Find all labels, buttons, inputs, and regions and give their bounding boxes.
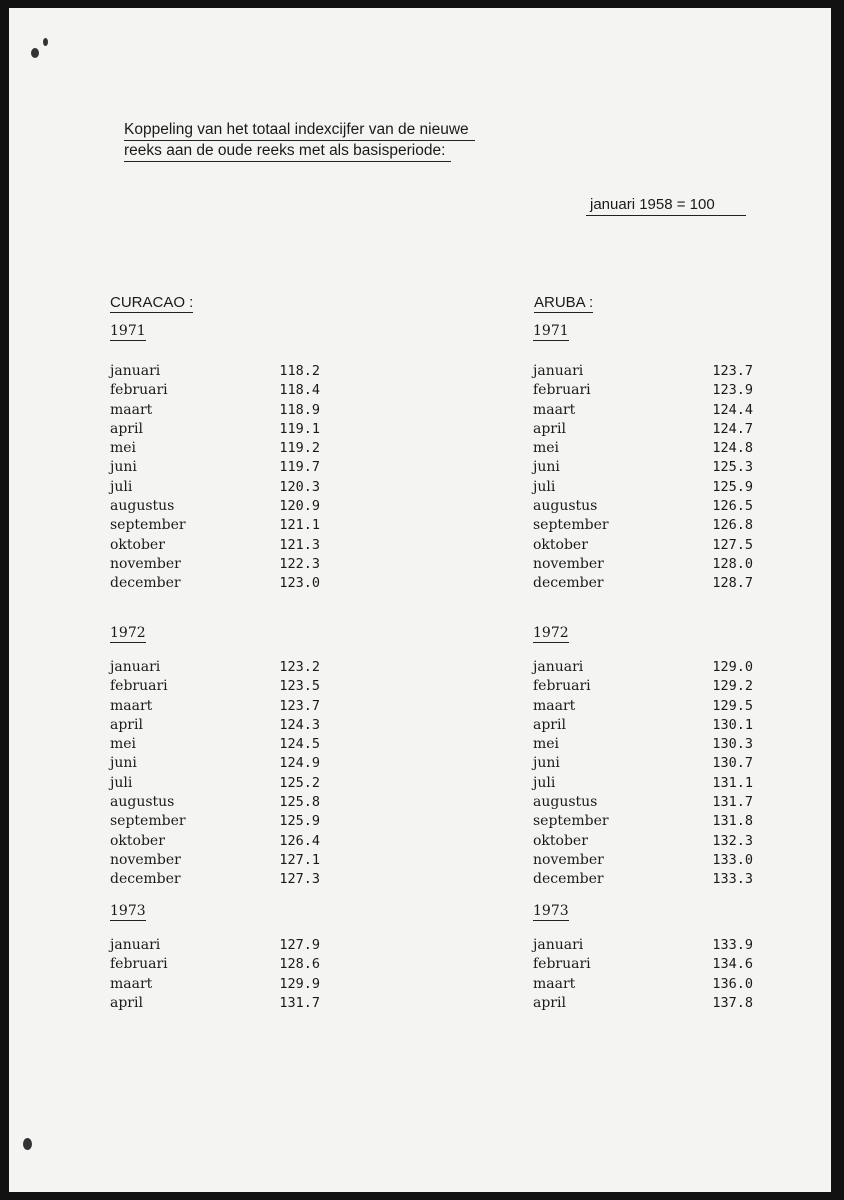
- scan-speck: [31, 48, 39, 58]
- month-label: april: [533, 994, 566, 1011]
- month-label: september: [533, 813, 609, 830]
- month-label: februari: [110, 678, 168, 695]
- month-label: mei: [533, 736, 560, 753]
- index-value: 124.5: [279, 736, 320, 753]
- month-label: maart: [110, 401, 153, 418]
- month-table: [110, 936, 320, 1013]
- month-label: maart: [110, 697, 153, 714]
- month-label: februari: [110, 382, 168, 399]
- table-row: [533, 381, 753, 400]
- year-heading: 1971: [533, 323, 569, 339]
- index-value: 122.3: [279, 555, 320, 572]
- table-row: [533, 994, 753, 1013]
- index-value: 133.9: [712, 937, 753, 953]
- month-label: april: [533, 420, 566, 437]
- index-value: 125.9: [712, 478, 753, 495]
- month-label: november: [110, 851, 181, 868]
- table-row: [533, 936, 753, 955]
- table-row: [110, 555, 320, 574]
- table-row: [533, 870, 753, 889]
- index-value: 131.7: [279, 994, 320, 1011]
- title-line-1: Koppeling van het totaal indexcijfer van de nieuwe: [124, 120, 475, 141]
- table-row: [110, 478, 320, 497]
- table-row: [110, 870, 320, 889]
- month-label: mei: [110, 736, 137, 753]
- table-row: [533, 975, 753, 994]
- month-label: juni: [533, 755, 560, 772]
- month-label: maart: [110, 975, 153, 992]
- month-label: februari: [533, 382, 591, 399]
- index-value: 133.3: [712, 871, 753, 888]
- month-label: november: [110, 555, 181, 572]
- index-value: 124.7: [712, 420, 753, 437]
- year-heading: 1972: [110, 625, 146, 641]
- month-label: mei: [110, 440, 137, 457]
- table-row: [533, 735, 753, 754]
- index-value: 127.3: [279, 871, 320, 888]
- index-value: 125.3: [712, 459, 753, 476]
- table-row: [533, 774, 753, 793]
- month-label: juni: [110, 459, 137, 476]
- table-row: [533, 420, 753, 439]
- month-label: januari: [533, 937, 584, 953]
- index-value: 124.9: [279, 755, 320, 772]
- month-label: februari: [533, 678, 591, 695]
- index-value: 136.0: [712, 975, 753, 992]
- table-row: [533, 754, 753, 773]
- month-label: december: [110, 871, 181, 888]
- index-value: 123.9: [712, 382, 753, 399]
- month-label: juni: [533, 459, 560, 476]
- table-row: [533, 362, 753, 381]
- month-label: april: [110, 716, 143, 733]
- index-value: 129.5: [712, 697, 753, 714]
- index-value: 131.1: [712, 774, 753, 791]
- index-value: 123.7: [712, 363, 753, 379]
- month-label: augustus: [110, 498, 175, 515]
- month-table: [110, 658, 320, 890]
- index-value: 129.2: [712, 678, 753, 695]
- index-value: 130.3: [712, 736, 753, 753]
- table-row: [110, 536, 320, 555]
- index-value: 130.7: [712, 755, 753, 772]
- table-row: [110, 832, 320, 851]
- index-value: 123.7: [279, 697, 320, 714]
- index-value: 130.1: [712, 716, 753, 733]
- month-label: mei: [533, 440, 560, 457]
- table-row: [110, 774, 320, 793]
- table-row: [110, 658, 320, 677]
- index-value: 124.8: [712, 440, 753, 457]
- table-row: [533, 574, 753, 593]
- month-label: januari: [533, 659, 584, 675]
- index-value: 121.3: [279, 536, 320, 553]
- month-label: april: [533, 716, 566, 733]
- month-table: [110, 362, 320, 594]
- index-value: 127.5: [712, 536, 753, 553]
- month-label: september: [110, 517, 186, 534]
- index-value: 119.1: [279, 420, 320, 437]
- month-label: november: [533, 851, 604, 868]
- base-period: januari 1958 = 100: [586, 196, 746, 216]
- table-row: [533, 555, 753, 574]
- month-label: oktober: [110, 536, 165, 553]
- month-label: september: [110, 813, 186, 830]
- month-label: februari: [533, 956, 591, 973]
- table-row: [110, 574, 320, 593]
- index-value: 137.8: [712, 994, 753, 1011]
- table-row: [533, 658, 753, 677]
- region-header-aruba: ARUBA :: [534, 294, 594, 311]
- table-row: [110, 362, 320, 381]
- index-value: 118.9: [279, 401, 320, 418]
- month-label: augustus: [110, 794, 175, 811]
- table-row: [533, 536, 753, 555]
- month-label: maart: [533, 401, 576, 418]
- index-value: 133.0: [712, 851, 753, 868]
- month-label: februari: [110, 956, 168, 973]
- table-row: [110, 401, 320, 420]
- index-value: 123.2: [279, 659, 320, 675]
- month-label: november: [533, 555, 604, 572]
- index-value: 127.9: [279, 937, 320, 953]
- month-label: december: [533, 575, 604, 592]
- table-row: [110, 516, 320, 535]
- table-row: [110, 812, 320, 831]
- index-value: 128.6: [279, 956, 320, 973]
- table-row: [110, 754, 320, 773]
- table-row: [533, 458, 753, 477]
- index-value: 125.8: [279, 794, 320, 811]
- table-row: [533, 439, 753, 458]
- month-label: september: [533, 517, 609, 534]
- month-label: maart: [533, 697, 576, 714]
- table-row: [110, 994, 320, 1013]
- index-value: 131.7: [712, 794, 753, 811]
- month-label: maart: [533, 975, 576, 992]
- index-value: 126.8: [712, 517, 753, 534]
- index-value: 125.9: [279, 813, 320, 830]
- table-row: [110, 793, 320, 812]
- table-row: [533, 697, 753, 716]
- month-label: april: [110, 994, 143, 1011]
- month-label: augustus: [533, 498, 598, 515]
- index-value: 128.0: [712, 555, 753, 572]
- index-value: 129.9: [279, 975, 320, 992]
- index-value: 128.7: [712, 575, 753, 592]
- month-label: oktober: [533, 536, 588, 553]
- scan-speck: [43, 38, 48, 46]
- month-table: [533, 936, 753, 1013]
- index-value: 131.8: [712, 813, 753, 830]
- index-value: 123.0: [279, 575, 320, 592]
- month-label: juli: [110, 478, 133, 495]
- index-value: 123.5: [279, 678, 320, 695]
- table-row: [533, 497, 753, 516]
- month-label: oktober: [110, 832, 165, 849]
- table-row: [533, 677, 753, 696]
- table-row: [110, 735, 320, 754]
- index-value: 118.4: [279, 382, 320, 399]
- table-row: [110, 497, 320, 516]
- month-label: oktober: [533, 832, 588, 849]
- table-row: [110, 716, 320, 735]
- month-label: juni: [110, 755, 137, 772]
- document-page: [9, 8, 831, 1192]
- table-row: [110, 851, 320, 870]
- index-value: 124.3: [279, 716, 320, 733]
- region-header-curacao: CURACAO :: [110, 294, 194, 311]
- table-row: [533, 812, 753, 831]
- table-row: [110, 458, 320, 477]
- table-row: [533, 716, 753, 735]
- month-label: januari: [533, 363, 584, 379]
- month-label: januari: [110, 659, 161, 675]
- index-value: 132.3: [712, 832, 753, 849]
- scan-speck: [23, 1138, 32, 1150]
- index-value: 126.4: [279, 832, 320, 849]
- index-value: 120.9: [279, 498, 320, 515]
- month-label: januari: [110, 937, 161, 953]
- document-title: [124, 120, 475, 162]
- index-value: 119.7: [279, 459, 320, 476]
- table-row: [533, 851, 753, 870]
- month-label: december: [533, 871, 604, 888]
- index-value: 127.1: [279, 851, 320, 868]
- year-heading: 1973: [533, 903, 569, 919]
- month-table: [533, 362, 753, 594]
- index-value: 134.6: [712, 956, 753, 973]
- table-row: [533, 516, 753, 535]
- table-row: [533, 401, 753, 420]
- index-value: 126.5: [712, 498, 753, 515]
- table-row: [110, 439, 320, 458]
- month-label: augustus: [533, 794, 598, 811]
- year-heading: 1973: [110, 903, 146, 919]
- month-label: juli: [533, 478, 556, 495]
- month-label: juli: [110, 774, 133, 791]
- title-line-2: reeks aan de oude reeks met als basisperiode:: [124, 141, 451, 162]
- year-heading: 1971: [110, 323, 146, 339]
- table-row: [533, 955, 753, 974]
- index-value: 120.3: [279, 478, 320, 495]
- month-label: juli: [533, 774, 556, 791]
- table-row: [110, 677, 320, 696]
- index-value: 124.4: [712, 401, 753, 418]
- table-row: [533, 478, 753, 497]
- index-value: 125.2: [279, 774, 320, 791]
- year-heading: 1972: [533, 625, 569, 641]
- index-value: 129.0: [712, 659, 753, 675]
- table-row: [110, 697, 320, 716]
- table-row: [110, 936, 320, 955]
- table-row: [110, 975, 320, 994]
- index-value: 121.1: [279, 517, 320, 534]
- month-table: [533, 658, 753, 890]
- table-row: [110, 381, 320, 400]
- month-label: januari: [110, 363, 161, 379]
- month-label: december: [110, 575, 181, 592]
- table-row: [110, 955, 320, 974]
- table-row: [110, 420, 320, 439]
- table-row: [533, 832, 753, 851]
- index-value: 118.2: [279, 363, 320, 379]
- month-label: april: [110, 420, 143, 437]
- index-value: 119.2: [279, 440, 320, 457]
- table-row: [533, 793, 753, 812]
